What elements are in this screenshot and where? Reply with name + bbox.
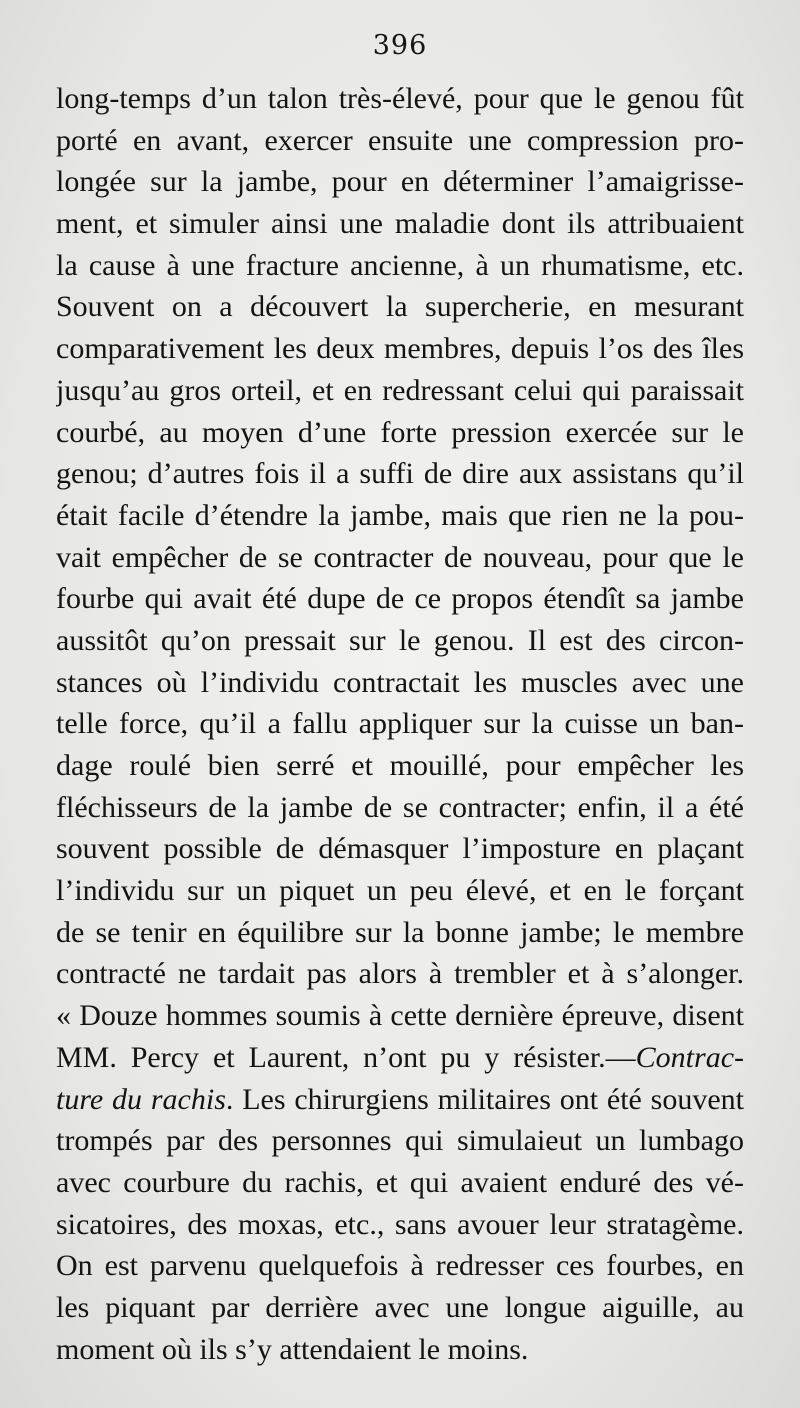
text-line-23: « Douze hommes soumis à cette dernière épreuve, disent [56,999,744,1033]
text-line-8: jusqu’au gros orteil, et en redressant celui qui paraissait [56,373,744,407]
text-line-26: trompés par des personnes qui simulaieut un lumbago [56,1124,744,1158]
text-line-10: genou; d’autres fois il a suffi de dire aux assistans qu’il [56,457,744,491]
text-line-24-roman: MM. Percy et Laurent, n’ont pu y résister.— [56,1040,636,1074]
text-line-9: courbé, au moyen d’une forte pression exercée sur le [56,415,744,449]
text-line-25-italic: ture du rachis [56,1082,226,1116]
body-text [56,78,744,1370]
text-line-4: ment, et simuler ainsi une maladie dont ils attribuaient [56,207,744,241]
text-line-12: vait empêcher de se contracter de nouveau, pour que le [56,540,744,574]
text-line-17: dage roulé bien serré et mouillé, pour empêcher les [56,749,744,782]
text-line-25-roman: . Les chirurgiens militaires ont été souvent [225,1082,744,1116]
text-line-30: les piquant par derrière avec une longue aiguille, au [56,1290,744,1324]
text-line-24 [56,1037,744,1079]
text-line-1: long-temps d’un talon très-élevé, pour que le genou fût [56,82,744,115]
text-line-24-italic: Contrac- [635,1040,744,1074]
text-line-31: moment où ils s’y attendaient le moins. [56,1332,529,1366]
text-line-25 [56,1079,744,1121]
text-line-2: porté en avant, exercer ensuite une compression pro- [56,123,744,157]
text-line-15: stances où l’individu contractait les muscles avec une [56,665,744,699]
text-line-13: fourbe qui avait été dupe de ce propos étendît sa jambe [56,582,744,616]
text-line-16: telle force, qu’il a fallu appliquer sur la cuisse un ban- [56,707,744,741]
text-line-19: souvent possible de démasquer l’imposture en plaçant [56,832,744,866]
text-line-27: avec courbure du rachis, et qui avaient enduré des vé- [56,1165,744,1199]
text-line-22: contracté ne tardait pas alors à trembler et à s’alonger. [56,957,744,991]
text-line-28: sicatoires, des moxas, etc., sans avouer leur stratagème. [56,1207,744,1241]
text-line-6: Souvent on a découvert la supercherie, en mesurant [56,290,744,324]
text-line-11: était facile d’étendre la jambe, mais que rien ne la pou- [56,498,744,532]
text-line-20: l’individu sur un piquet un peu élevé, et en le forçant [56,874,744,908]
text-line-21: de se tenir en équilibre sur la bonne jambe; le membre [56,915,744,949]
text-line-5: la cause à une fracture ancienne, à un rhumatisme, etc. [56,248,744,282]
text-line-29: On est parvenu quelquefois à redresser ces fourbes, en [56,1249,744,1283]
text-line-14: aussitôt qu’on pressait sur le genou. Il est des circon- [56,623,744,657]
page-number: 396 [372,30,428,61]
text-line-7: comparativement les deux membres, depuis l’os des îles [56,332,744,366]
text-line-3: longée sur la jambe, pour en déterminer l’amaigrisse- [56,165,744,199]
text-line-18: fléchisseurs de la jambe de se contracter; enfin, il a été [56,790,744,824]
